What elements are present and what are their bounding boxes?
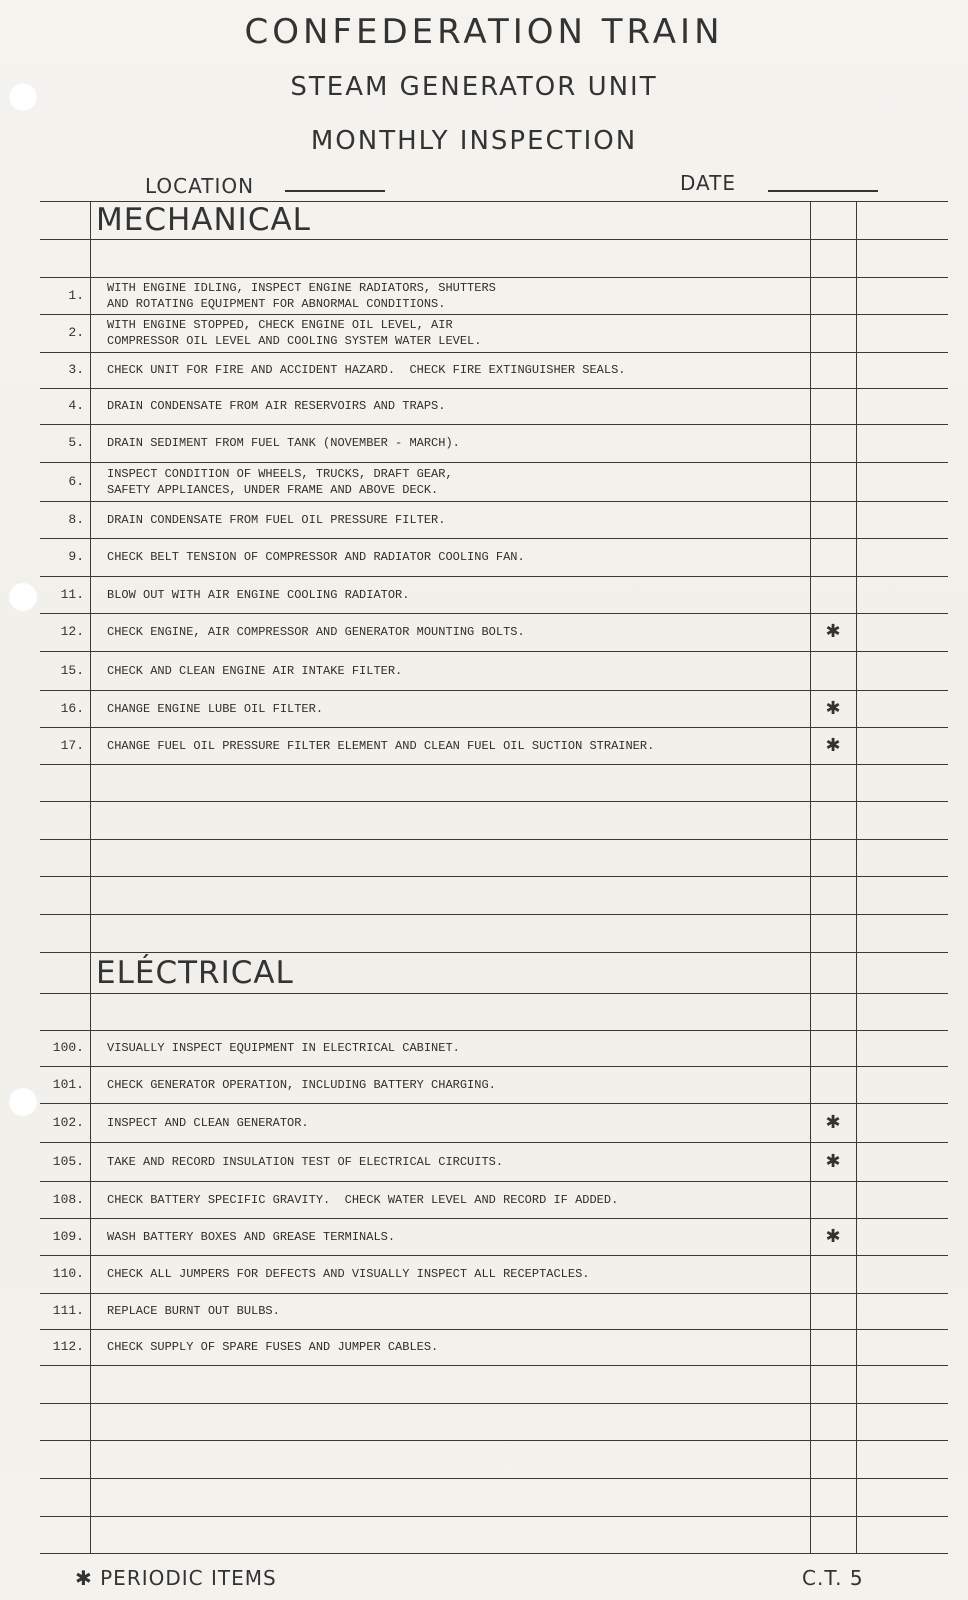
mechanical-item-text: DRAIN SEDIMENT FROM FUEL TANK (NOVEMBER - MARCH).: [107, 436, 460, 450]
ruled-line: [40, 576, 948, 577]
periodic-item-asterisk-icon: ✱: [825, 1111, 841, 1133]
mechanical-item-number: 2.: [68, 325, 84, 340]
electrical-item-number: 100.: [52, 1040, 84, 1055]
ruled-line: [40, 1142, 948, 1143]
ruled-line: [40, 952, 948, 953]
ruled-line: [40, 462, 948, 463]
form-subtitle: STEAM GENERATOR UNIT: [290, 72, 658, 102]
ruled-line: [40, 1329, 948, 1330]
electrical-item-number: 101.: [52, 1076, 84, 1092]
form-code: C.T. 5: [802, 1566, 864, 1590]
mechanical-item-number: 4.: [68, 398, 84, 413]
date-label: DATE: [680, 171, 737, 195]
ruled-line: [40, 839, 948, 840]
mechanical-item-number: 5.: [68, 435, 84, 450]
location-label: LOCATION: [145, 174, 255, 198]
electrical-item-text: CHECK GENERATOR OPERATION, INCLUDING BATTERY CHARGING.: [107, 1077, 496, 1092]
electrical-item-number: 108.: [52, 1191, 84, 1207]
periodic-items-legend: ✱ PERIODIC ITEMS: [75, 1566, 277, 1590]
mechanical-item-number: 15.: [60, 662, 84, 678]
electrical-item-number: 109.: [52, 1228, 84, 1244]
electrical-item-text: WASH BATTERY BOXES AND GREASE TERMINALS.: [107, 1229, 396, 1244]
mechanical-item-number: 6.: [68, 473, 84, 489]
ruled-line: [40, 764, 948, 765]
periodic-item-asterisk-icon: ✱: [825, 1225, 841, 1247]
mechanical-item-number: 3.: [68, 362, 84, 377]
electrical-item-text: CHECK SUPPLY OF SPARE FUSES AND JUMPER CABLES.: [107, 1340, 439, 1354]
column-divider: [810, 201, 811, 1553]
ruled-line: [40, 1066, 948, 1067]
mechanical-item-number: 12.: [60, 624, 84, 639]
mechanical-item-number: 11.: [60, 586, 84, 602]
ruled-line: [40, 690, 948, 691]
mechanical-item-number: 17.: [60, 737, 84, 753]
electrical-item-number: 111.: [52, 1303, 84, 1318]
ruled-line: [40, 1516, 948, 1517]
periodic-item-asterisk-icon: ✱: [825, 621, 841, 642]
mechanical-item-number: 9.: [68, 549, 84, 564]
ruled-line: [40, 613, 948, 614]
mechanical-item-text: DRAIN CONDENSATE FROM AIR RESERVOIRS AND TRAPS.: [107, 399, 446, 413]
mechanical-item-text: INSPECT CONDITION OF WHEELS, TRUCKS, DRAFT GEAR, SAFETY APPLIANCES, UNDER FRAME AND ABOVE DECK.: [107, 466, 453, 497]
column-divider: [90, 201, 91, 1553]
column-divider: [856, 201, 857, 1553]
ruled-line: [40, 651, 948, 652]
ruled-line: [40, 277, 948, 278]
ruled-line: [40, 1403, 948, 1404]
mechanical-item-text: CHECK UNIT FOR FIRE AND ACCIDENT HAZARD. CHECK FIRE EXTINGUISHER SEALS.: [107, 363, 626, 377]
ruled-line: [40, 1293, 948, 1294]
mechanical-item-text: CHANGE ENGINE LUBE OIL FILTER.: [107, 701, 324, 716]
ruled-line: [40, 501, 948, 502]
mechanical-item-number: 16.: [60, 700, 84, 716]
ruled-line: [40, 993, 948, 994]
form-title: CONFEDERATION TRAIN: [244, 12, 724, 52]
ruled-line: [40, 388, 948, 389]
electrical-item-number: 112.: [52, 1339, 84, 1354]
punch-hole: [8, 1087, 38, 1117]
form-subtitle-inspection: MONTHLY INSPECTION: [310, 126, 638, 156]
ruled-line: [40, 914, 948, 915]
date-field[interactable]: [768, 190, 878, 192]
electrical-item-text: VISUALLY INSPECT EQUIPMENT IN ELECTRICAL CABINET.: [107, 1041, 460, 1055]
electrical-item-text: CHECK ALL JUMPERS FOR DEFECTS AND VISUALLY INSPECT ALL RECEPTACLES.: [107, 1267, 590, 1281]
ruled-line: [40, 1030, 948, 1031]
mechanical-item-number: 8.: [68, 511, 84, 527]
ruled-line: [40, 1181, 948, 1182]
mechanical-item-text: WITH ENGINE IDLING, INSPECT ENGINE RADIATORS, SHUTTERS AND ROTATING EQUIPMENT FOR ABNORMAL CONDITIONS.: [107, 280, 496, 311]
location-field[interactable]: [285, 190, 385, 192]
ruled-line: [40, 1365, 948, 1366]
ruled-line: [40, 727, 948, 728]
ruled-line: [40, 1255, 948, 1256]
periodic-item-asterisk-icon: ✱: [825, 1150, 841, 1172]
electrical-item-number: 105.: [52, 1153, 84, 1169]
ruled-line: [40, 538, 948, 539]
ruled-line: [40, 314, 948, 315]
electrical-item-text: TAKE AND RECORD INSULATION TEST OF ELECTRICAL CIRCUITS.: [107, 1154, 504, 1169]
mechanical-item-text: CHECK ENGINE, AIR COMPRESSOR AND GENERATOR MOUNTING BOLTS.: [107, 625, 525, 639]
ruled-line: [40, 801, 948, 802]
mechanical-item-text: BLOW OUT WITH AIR ENGINE COOLING RADIATOR.: [107, 587, 410, 602]
ruled-line: [40, 1478, 948, 1479]
ruled-line: [40, 1218, 948, 1219]
ruled-line: [40, 1103, 948, 1104]
ruled-line: [40, 352, 948, 353]
periodic-item-asterisk-icon: ✱: [825, 697, 841, 719]
electrical-item-text: CHECK BATTERY SPECIFIC GRAVITY. CHECK WATER LEVEL AND RECORD IF ADDED.: [107, 1192, 619, 1207]
ruled-line: [40, 876, 948, 877]
section-heading-mechanical: MECHANICAL: [96, 202, 311, 238]
ruled-line: [40, 424, 948, 425]
mechanical-item-text: CHANGE FUEL OIL PRESSURE FILTER ELEMENT AND CLEAN FUEL OIL SUCTION STRAINER.: [107, 738, 655, 753]
ruled-line: [40, 239, 948, 240]
electrical-item-text: REPLACE BURNT OUT BULBS.: [107, 1304, 280, 1318]
electrical-item-number: 110.: [52, 1266, 84, 1281]
mechanical-item-text: CHECK BELT TENSION OF COMPRESSOR AND RADIATOR COOLING FAN.: [107, 550, 525, 564]
ruled-line: [40, 1553, 948, 1554]
mechanical-item-text: CHECK AND CLEAN ENGINE AIR INTAKE FILTER.: [107, 663, 403, 678]
electrical-item-text: INSPECT AND CLEAN GENERATOR.: [107, 1115, 309, 1130]
mechanical-item-number: 1.: [68, 287, 84, 303]
mechanical-item-text: DRAIN CONDENSATE FROM FUEL OIL PRESSURE FILTER.: [107, 512, 446, 527]
mechanical-item-text: WITH ENGINE STOPPED, CHECK ENGINE OIL LEVEL, AIR COMPRESSOR OIL LEVEL AND COOLING SYSTEM WATER LEVEL.: [107, 318, 482, 348]
periodic-item-asterisk-icon: ✱: [825, 734, 841, 756]
electrical-item-number: 102.: [52, 1114, 84, 1130]
section-heading-electrical: ELÉCTRICAL: [96, 955, 294, 991]
ruled-line: [40, 1440, 948, 1441]
punch-hole: [8, 582, 38, 612]
